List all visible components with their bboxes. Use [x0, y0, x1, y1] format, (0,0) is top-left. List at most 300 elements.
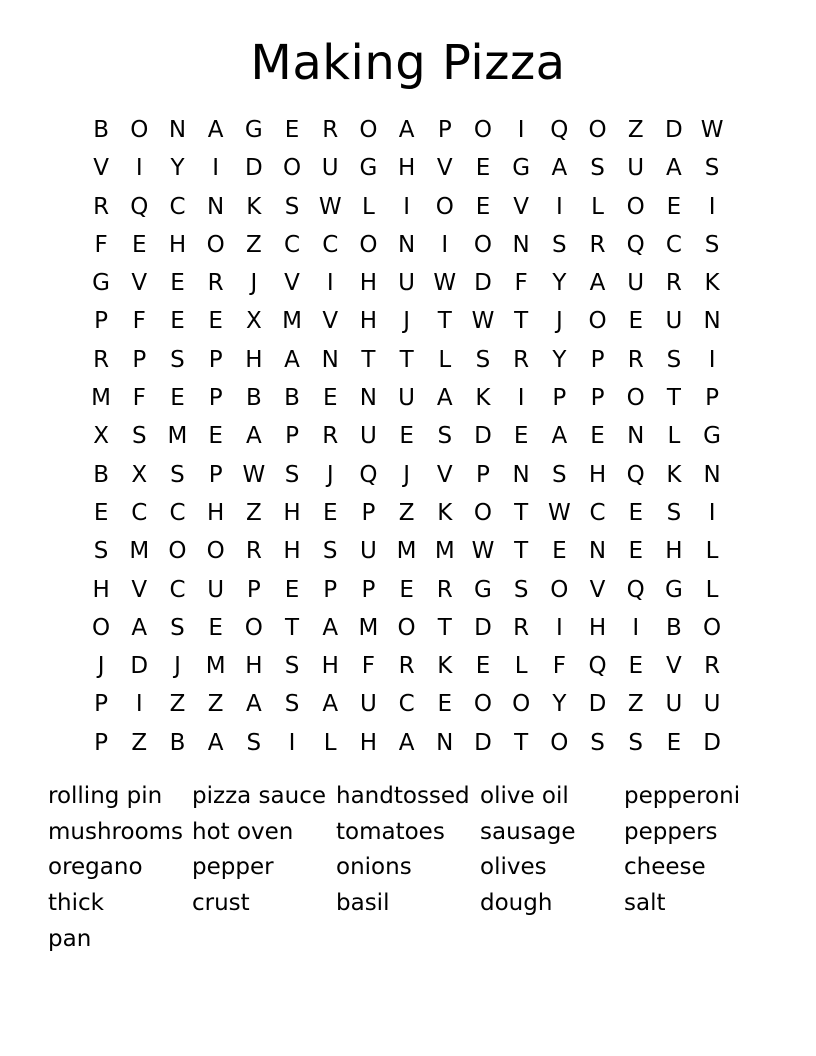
grid-row: [82, 188, 732, 226]
grid-letter: V: [513, 193, 530, 220]
grid-letter: C: [131, 499, 148, 526]
grid-letter: Q: [550, 117, 569, 143]
grid-letter: E: [322, 499, 338, 526]
word-list-item: cheese: [624, 854, 706, 881]
grid-letter: L: [705, 538, 719, 565]
grid-letter: O: [550, 576, 569, 603]
grid-letter: I: [708, 193, 716, 220]
grid-letter: Q: [359, 461, 378, 488]
grid-letter: Q: [626, 576, 645, 603]
grid-letter: N: [703, 308, 721, 335]
grid-letter: H: [283, 538, 301, 565]
grid-letter: S: [322, 538, 338, 565]
grid-letter: Z: [245, 499, 262, 526]
grid-letter: O: [626, 193, 645, 220]
grid-letter: S: [552, 231, 567, 258]
grid-letter: F: [514, 270, 528, 297]
grid-letter: W: [433, 270, 457, 297]
grid-letter: R: [207, 270, 224, 297]
grid-letter: S: [628, 729, 644, 756]
grid-letter: Z: [245, 231, 262, 258]
grid-letter: U: [665, 308, 683, 335]
grid-letter: O: [703, 614, 722, 641]
grid-letter: Z: [627, 691, 644, 718]
letter-grid: [82, 111, 732, 762]
grid-letter: H: [321, 653, 339, 680]
grid-letter: L: [591, 193, 604, 220]
grid-letter: E: [475, 155, 491, 182]
grid-letter: O: [359, 117, 378, 143]
grid-letter: Y: [552, 346, 567, 373]
word-list-item: pan: [48, 925, 92, 952]
grid-letter: E: [628, 653, 643, 680]
grid-letter: S: [170, 346, 185, 373]
grid-letter: O: [588, 308, 607, 335]
grid-letter: O: [473, 499, 493, 526]
grid-letter: S: [93, 538, 109, 565]
grid-letter: W: [318, 193, 342, 220]
grid-letter: L: [667, 423, 681, 450]
grid-letter: V: [131, 270, 148, 297]
grid-letter: P: [552, 385, 567, 412]
grid-letter: L: [705, 576, 719, 603]
grid-letter: M: [129, 538, 150, 565]
grid-letter: T: [514, 499, 529, 526]
grid-letter: O: [244, 614, 263, 641]
grid-row: [82, 647, 732, 685]
grid-letter: S: [552, 461, 567, 488]
grid-letter: U: [321, 155, 339, 182]
grid-letter: E: [666, 193, 682, 220]
word-list-item: oregano: [48, 854, 143, 881]
grid-row: [82, 226, 732, 264]
grid-letter: M: [167, 423, 188, 450]
grid-letter: R: [513, 346, 530, 373]
word-list-item: thick: [48, 890, 104, 917]
grid-letter: P: [208, 385, 223, 412]
grid-letter: Z: [627, 117, 644, 143]
grid-row: [82, 379, 732, 417]
grid-letter: P: [361, 499, 376, 526]
grid-letter: P: [132, 346, 147, 373]
grid-letter: H: [397, 155, 416, 182]
grid-letter: I: [555, 193, 563, 220]
grid-letter: U: [627, 270, 645, 297]
grid-letter: L: [361, 193, 375, 220]
grid-letter: N: [436, 729, 454, 756]
grid-letter: O: [397, 614, 416, 641]
grid-letter: F: [552, 653, 566, 680]
grid-letter: J: [403, 308, 410, 335]
grid-letter: N: [588, 538, 607, 565]
grid-letter: C: [169, 499, 186, 526]
grid-letter: H: [665, 538, 683, 565]
grid-letter: E: [208, 423, 223, 450]
grid-letter: P: [246, 576, 261, 603]
grid-letter: D: [588, 691, 607, 718]
grid-letter: E: [284, 117, 300, 143]
grid-letter: S: [513, 576, 529, 603]
grid-letter: S: [284, 653, 300, 680]
grid-letter: P: [590, 385, 605, 412]
word-list-item: onions: [336, 854, 412, 881]
grid-letter: X: [131, 461, 148, 488]
grid-letter: O: [512, 691, 531, 718]
grid-row: [82, 111, 732, 149]
grid-letter: F: [132, 308, 146, 335]
grid-letter: B: [93, 461, 109, 488]
grid-letter: K: [437, 653, 453, 680]
grid-letter: J: [555, 308, 563, 335]
grid-letter: Z: [169, 691, 186, 718]
grid-letter: A: [398, 729, 415, 756]
grid-letter: E: [170, 308, 185, 335]
grid-letter: N: [168, 117, 187, 143]
grid-letter: G: [664, 576, 683, 603]
grid-letter: W: [471, 308, 495, 335]
grid-row: [82, 302, 732, 340]
grid-letter: J: [326, 461, 334, 488]
grid-letter: K: [475, 385, 491, 412]
grid-letter: I: [441, 231, 449, 258]
grid-letter: C: [322, 231, 339, 258]
grid-letter: U: [359, 691, 377, 718]
grid-letter: M: [434, 538, 455, 565]
grid-row: [82, 609, 732, 647]
grid-letter: S: [666, 346, 682, 373]
grid-letter: E: [437, 691, 453, 718]
grid-letter: A: [207, 117, 224, 143]
grid-letter: S: [437, 423, 453, 450]
grid-letter: K: [666, 461, 682, 488]
grid-letter: I: [708, 499, 716, 526]
grid-letter: O: [473, 691, 493, 718]
grid-letter: U: [359, 538, 377, 565]
grid-letter: G: [703, 423, 721, 450]
grid-letter: R: [589, 231, 606, 258]
grid-letter: P: [94, 729, 109, 756]
grid-letter: E: [208, 614, 223, 641]
grid-letter: V: [589, 576, 606, 603]
grid-letter: U: [359, 423, 377, 450]
grid-letter: S: [170, 461, 185, 488]
grid-letter: A: [322, 614, 339, 641]
word-list-item: pepperoni: [624, 783, 741, 809]
grid-letter: O: [473, 117, 493, 143]
grid-letter: Q: [588, 653, 607, 680]
word-list-item: sausage: [480, 818, 576, 845]
grid-letter: R: [245, 538, 262, 565]
grid-letter: M: [282, 308, 302, 335]
grid-letter: T: [437, 614, 452, 641]
grid-letter: E: [399, 576, 414, 603]
grid-letter: P: [705, 385, 720, 412]
grid-letter: X: [93, 423, 109, 450]
grid-letter: D: [130, 653, 149, 680]
grid-letter: E: [132, 231, 147, 258]
grid-letter: U: [207, 576, 225, 603]
grid-letter: S: [704, 231, 720, 258]
grid-letter: J: [250, 270, 258, 297]
grid-letter: P: [361, 576, 376, 603]
grid-letter: H: [359, 308, 378, 335]
grid-letter: I: [517, 117, 525, 143]
grid-letter: H: [92, 576, 110, 603]
grid-letter: T: [514, 729, 529, 756]
grid-letter: E: [284, 576, 300, 603]
grid-letter: S: [590, 155, 605, 182]
grid-letter: A: [551, 155, 568, 182]
grid-letter: N: [512, 231, 530, 258]
grid-letter: N: [321, 346, 339, 373]
grid-letter: O: [359, 231, 378, 258]
grid-letter: I: [403, 193, 410, 220]
word-list-item: basil: [336, 890, 390, 917]
word-list-item: hot oven: [192, 818, 294, 845]
grid-letter: H: [588, 614, 607, 641]
grid-letter: V: [93, 155, 109, 182]
word-list-item: salt: [624, 890, 666, 917]
grid-letter: T: [361, 346, 376, 373]
grid-letter: P: [208, 346, 223, 373]
grid-letter: L: [438, 346, 452, 373]
grid-letter: H: [168, 231, 187, 258]
grid-letter: O: [168, 538, 187, 565]
grid-letter: L: [323, 729, 337, 756]
grid-letter: H: [588, 461, 607, 488]
grid-letter: R: [627, 346, 644, 373]
word-list-item: tomatoes: [336, 818, 445, 845]
grid-letter: H: [245, 653, 263, 680]
grid-letter: S: [590, 729, 605, 756]
grid-letter: B: [93, 117, 109, 143]
word-list-item: peppers: [624, 818, 718, 845]
grid-letter: R: [322, 117, 339, 143]
grid-letter: R: [322, 423, 339, 450]
grid-row: [82, 264, 732, 302]
grid-letter: O: [588, 117, 607, 143]
grid-letter: R: [665, 270, 682, 297]
grid-letter: D: [703, 729, 721, 756]
grid-letter: C: [589, 499, 606, 526]
grid-letter: T: [399, 346, 414, 373]
grid-letter: I: [135, 155, 143, 182]
grid-letter: I: [135, 691, 143, 718]
grid-letter: R: [398, 653, 415, 680]
grid-letter: Y: [552, 691, 567, 718]
grid-letter: I: [632, 614, 640, 641]
grid-letter: S: [666, 499, 682, 526]
grid-letter: E: [552, 538, 567, 565]
grid-letter: I: [326, 270, 334, 297]
grid-letter: A: [322, 691, 339, 718]
grid-letter: I: [555, 614, 563, 641]
grid-letter: R: [93, 346, 110, 373]
grid-letter: H: [283, 499, 301, 526]
grid-letter: P: [323, 576, 338, 603]
grid-letter: I: [708, 346, 716, 373]
grid-letter: J: [97, 653, 105, 680]
grid-letter: E: [170, 385, 185, 412]
grid-letter: R: [704, 653, 721, 680]
grid-letter: C: [169, 193, 186, 220]
grid-letter: H: [359, 729, 378, 756]
grid-letter: E: [475, 193, 491, 220]
grid-letter: C: [398, 691, 415, 718]
grid-letter: J: [174, 653, 181, 680]
grid-row: [82, 724, 732, 762]
grid-letter: P: [285, 423, 299, 450]
grid-letter: Y: [170, 155, 185, 182]
grid-letter: I: [212, 155, 220, 182]
grid-letter: K: [437, 499, 453, 526]
word-list-item: pizza sauce: [192, 783, 326, 809]
grid-letter: O: [626, 385, 645, 412]
grid-letter: R: [93, 193, 110, 220]
grid-letter: W: [471, 538, 495, 565]
grid-letter: O: [206, 538, 225, 565]
grid-letter: S: [131, 423, 147, 450]
grid-letter: E: [170, 270, 185, 297]
grid-letter: U: [665, 691, 683, 718]
grid-letter: U: [703, 691, 721, 718]
grid-letter: A: [589, 270, 606, 297]
grid-letter: O: [206, 231, 225, 258]
grid-letter: P: [94, 691, 109, 718]
grid-letter: A: [436, 385, 453, 412]
word-list-item: rolling pin: [48, 783, 163, 809]
grid-letter: A: [245, 423, 262, 450]
grid-letter: M: [205, 653, 226, 680]
grid-letter: V: [131, 576, 148, 603]
grid-row: [82, 341, 732, 379]
grid-letter: C: [665, 231, 682, 258]
grid-letter: E: [208, 308, 223, 335]
grid-letter: P: [437, 117, 452, 143]
grid-letter: N: [512, 461, 530, 488]
grid-letter: S: [704, 155, 720, 182]
grid-row: [82, 532, 732, 570]
grid-letter: D: [474, 423, 492, 450]
word-list-item: pepper: [192, 854, 274, 881]
grid-letter: N: [397, 231, 416, 258]
grid-letter: G: [359, 155, 378, 182]
grid-letter: H: [245, 346, 263, 373]
word-list-item: dough: [480, 890, 553, 917]
grid-letter: Y: [552, 270, 567, 297]
grid-letter: K: [246, 193, 262, 220]
grid-letter: A: [284, 346, 300, 373]
grid-letter: T: [285, 614, 300, 641]
grid-letter: O: [435, 193, 454, 220]
grid-letter: B: [169, 729, 186, 756]
grid-letter: I: [517, 385, 525, 412]
grid-letter: L: [514, 653, 528, 680]
grid-letter: Q: [626, 461, 645, 488]
grid-letter: T: [437, 308, 452, 335]
grid-letter: T: [514, 308, 529, 335]
grid-letter: S: [170, 614, 185, 641]
grid-letter: K: [704, 270, 720, 297]
grid-letter: R: [513, 614, 530, 641]
grid-letter: Z: [131, 729, 148, 756]
word-list: [48, 778, 788, 956]
grid-letter: F: [94, 231, 108, 258]
grid-letter: N: [359, 385, 378, 412]
grid-letter: O: [550, 729, 569, 756]
grid-letter: F: [361, 653, 376, 680]
grid-letter: V: [322, 308, 339, 335]
grid-letter: D: [244, 155, 263, 182]
grid-row: [82, 571, 732, 609]
grid-letter: M: [396, 538, 417, 565]
grid-letter: Z: [207, 691, 224, 718]
grid-letter: W: [700, 117, 724, 143]
grid-letter: M: [358, 614, 379, 641]
grid-letter: B: [245, 385, 262, 412]
grid-letter: G: [512, 155, 531, 182]
grid-row: [82, 149, 732, 187]
page-title: Making Pizza: [250, 35, 566, 91]
grid-letter: V: [666, 653, 682, 680]
grid-row: [82, 685, 732, 723]
grid-letter: E: [666, 729, 682, 756]
grid-letter: D: [474, 729, 492, 756]
grid-letter: P: [94, 308, 109, 335]
grid-letter: U: [398, 270, 416, 297]
grid-letter: E: [475, 653, 491, 680]
grid-letter: F: [132, 385, 146, 412]
grid-letter: G: [92, 270, 110, 297]
grid-letter: X: [245, 308, 262, 335]
grid-letter: O: [282, 155, 302, 182]
grid-letter: P: [208, 461, 223, 488]
grid-letter: D: [665, 117, 683, 143]
grid-letter: C: [169, 576, 186, 603]
grid-letter: G: [244, 117, 263, 143]
grid-letter: A: [245, 691, 262, 718]
grid-letter: O: [473, 231, 493, 258]
grid-row: [82, 494, 732, 532]
grid-letter: A: [551, 423, 568, 450]
grid-letter: N: [627, 423, 645, 450]
grid-letter: A: [131, 614, 148, 641]
grid-letter: T: [514, 538, 529, 565]
grid-letter: P: [476, 461, 490, 488]
grid-letter: E: [628, 308, 643, 335]
grid-letter: V: [436, 461, 453, 488]
grid-letter: Q: [130, 193, 149, 220]
grid-letter: G: [474, 576, 492, 603]
grid-letter: T: [666, 385, 681, 412]
grid-letter: E: [628, 499, 643, 526]
grid-letter: O: [130, 117, 149, 143]
grid-letter: U: [398, 385, 416, 412]
word-list-item: handtossed: [336, 783, 470, 809]
grid-letter: N: [207, 193, 225, 220]
grid-letter: N: [703, 461, 721, 488]
grid-letter: S: [246, 729, 262, 756]
grid-row: [82, 456, 732, 494]
grid-letter: V: [284, 270, 300, 297]
grid-letter: U: [627, 155, 645, 182]
grid-letter: B: [666, 614, 682, 641]
grid-letter: R: [436, 576, 453, 603]
grid-letter: Z: [398, 499, 415, 526]
grid-letter: C: [284, 231, 301, 258]
grid-letter: E: [590, 423, 605, 450]
grid-letter: A: [398, 117, 415, 143]
